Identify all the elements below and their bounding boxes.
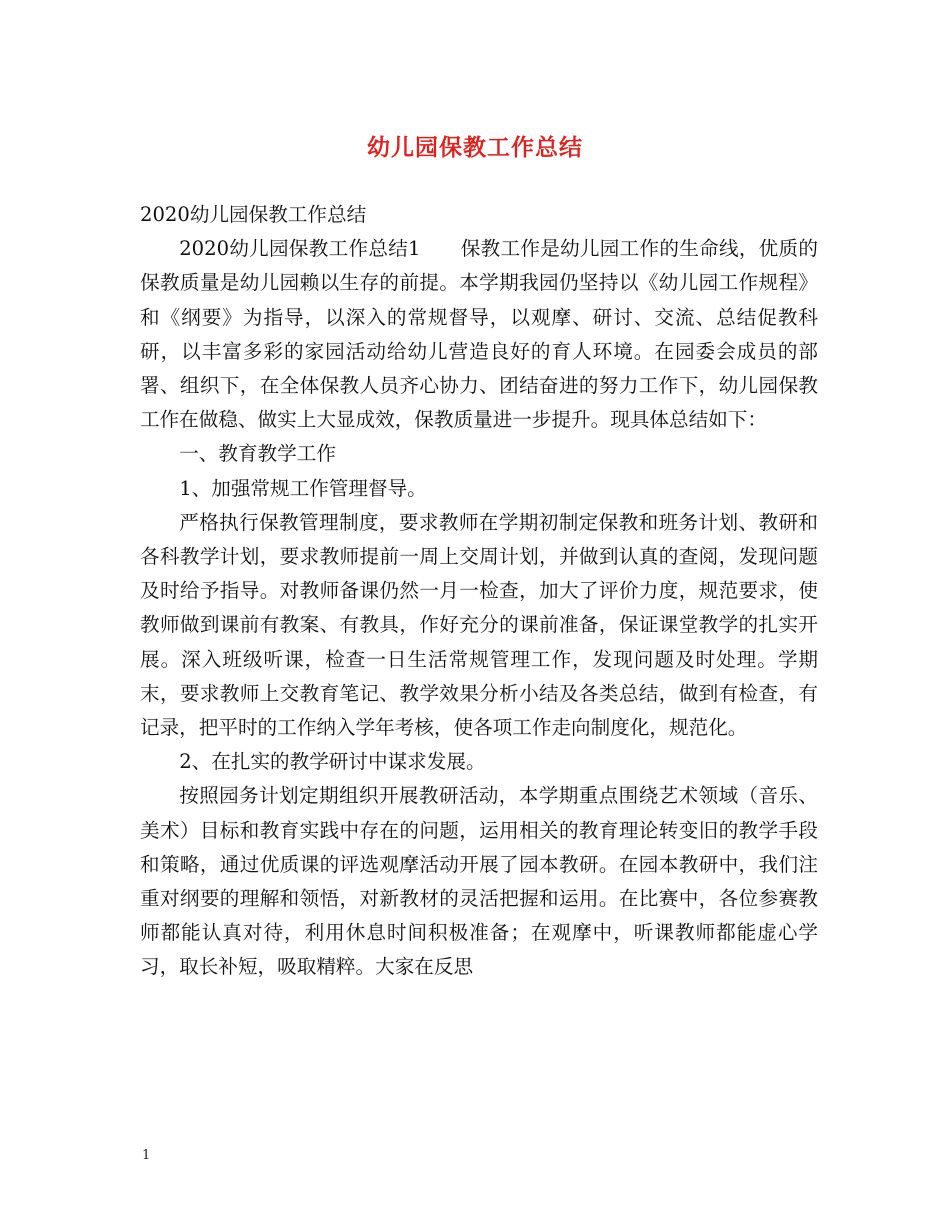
section-1-title: 一、教育教学工作: [179, 442, 336, 466]
intro-text: 保教工作是幼儿园工作的生命线，优质的保教质量是幼儿园赖以生存的前提。本学期我园仍坚持以《幼儿园工作规程》和《纲要》为指导，以深入的常规督导，以观摩、研讨、交流、总结促教科研，以丰富多彩的家园活动给幼儿营造良好的育人环境。在园委会成员的部署、组织下，在全体保教人员齐心协力、团结奋进的努力工作下，幼儿园保教工作在做稳、做实上大显成效，保教质量进一步提升。现具体总结如下：: [140, 237, 818, 432]
intro-label: 2020幼儿园保教工作总结1: [179, 237, 421, 261]
subsection-2-text: 按照园务计划定期组织开展教研活动，本学期重点围绕艺术领域（音乐、美术）目标和教育实践中存在的问题，运用相关的教育理论转变旧的教学手段和策略，通过优质课的评选观摩活动开展了园本教研。在园本教研中，我们注重对纲要的理解和领悟，对新教材的灵活把握和运用。在比赛中，各位参赛教师都能认真对待，利用休息时间积极准备；在观摩中，听课教师都能虚心学习，取长补短，吸取精粹。大家在反思: [140, 784, 818, 979]
subsection-1-title: 1、加强常规工作管理督导。: [179, 476, 427, 500]
document-title: 幼儿园保教工作总结: [367, 134, 583, 161]
intro-paragraph: [140, 232, 818, 437]
subsection-2-title: 2、在扎实的教学研讨中谋求发展。: [179, 750, 486, 774]
page-number: 1: [142, 1148, 151, 1163]
subsection-1-text: 严格执行保教管理制度，要求教师在学期初制定保教和班务计划、教研和各科教学计划，要求教师提前一周上交周计划，并做到认真的查阅，发现问题及时给予指导。对教师备课仍然一月一检查，加大了评价力度，规范要求，使教师做到课前有教案、有教具，作好充分的课前准备，保证课堂教学的扎实开展。深入班级听课，检查一日生活常规管理工作，发现问题及时处理。学期末，要求教师上交教育笔记、教学效果分析小结及各类总结，做到有检查，有记录，把平时的工作纳入学年考核，使各项工作走向制度化，规范化。: [140, 510, 818, 740]
document-heading: 2020幼儿园保教工作总结: [140, 203, 367, 226]
document-body: [140, 198, 818, 985]
